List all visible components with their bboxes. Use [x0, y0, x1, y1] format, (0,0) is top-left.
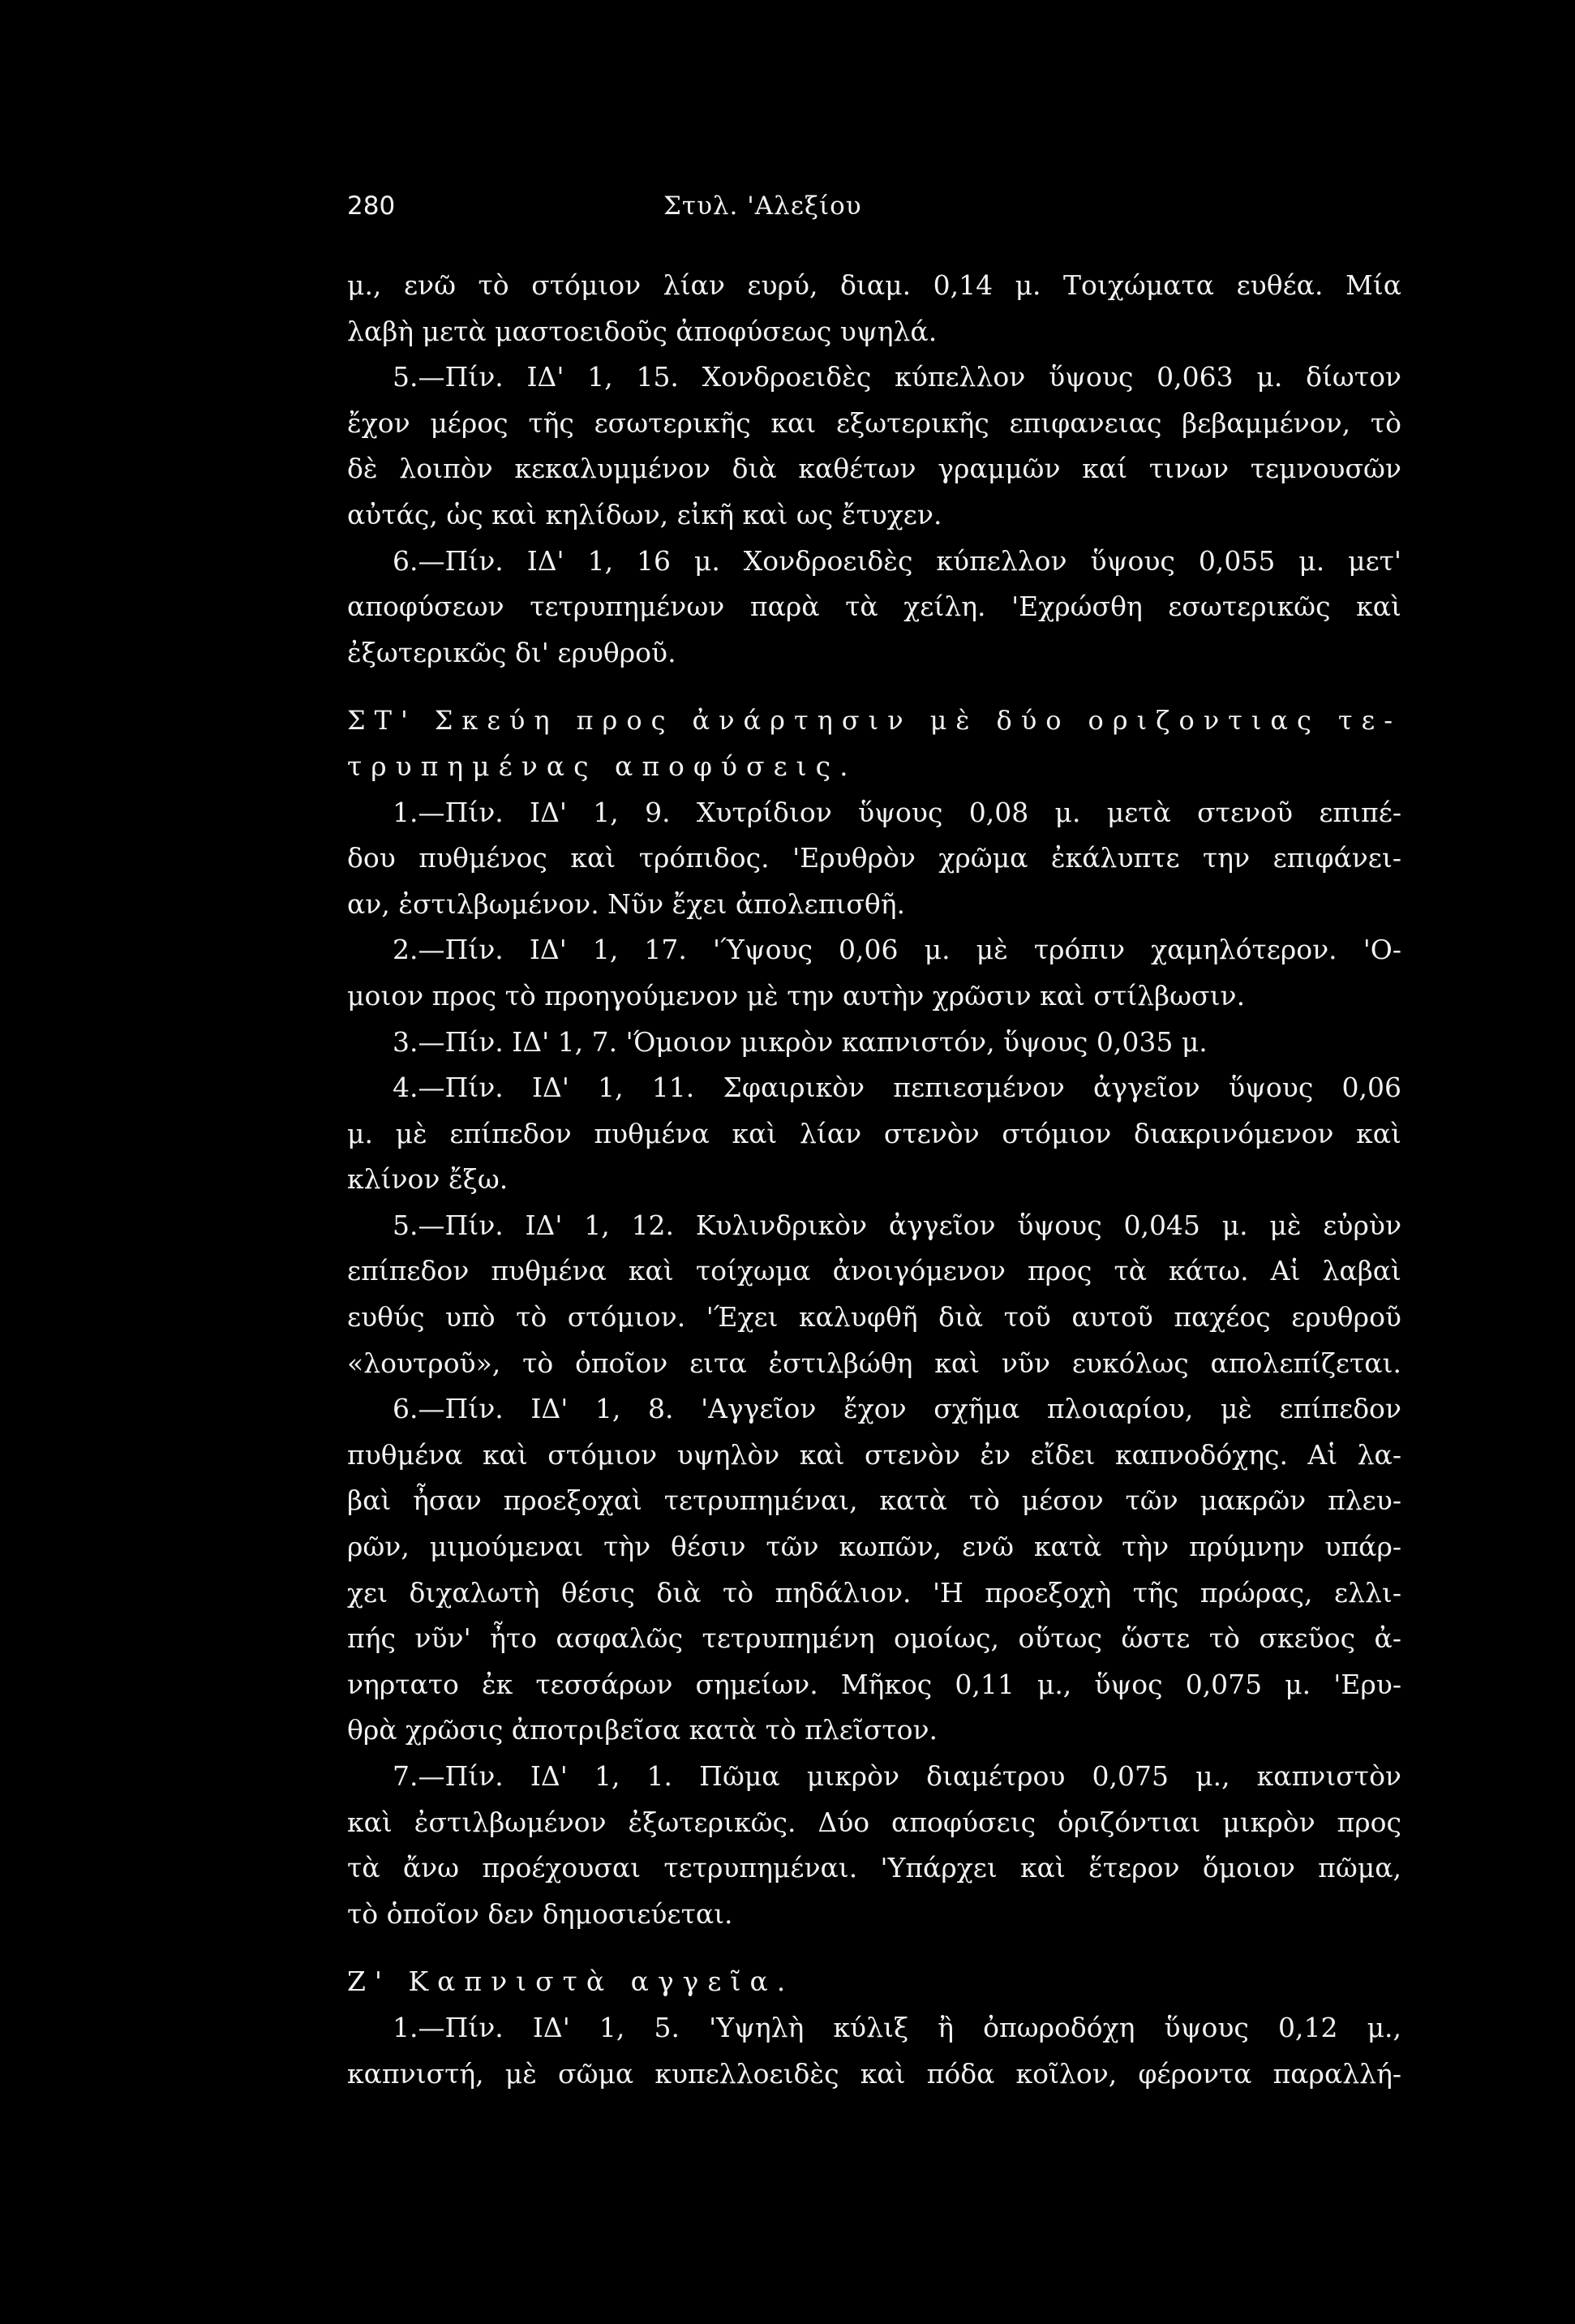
text-line: καπνιστή, μὲ σῶμα κυπελλοειδὲς καὶ πόδα κοῖλον, φέροντα παραλλή- — [347, 2057, 1401, 2090]
text-line: αὐτάς, ὡς καὶ κηλίδων, εἰκῆ καὶ ως ἔτυχεν. — [347, 498, 942, 531]
text-line: 5.—Πίν. ΙΔ' 1, 15. Χονδροειδὲς κύπελλον ὕψους 0,063 μ. δίωτον — [393, 361, 1401, 393]
text-line: δου πυθμένος καὶ τρόπιδος. 'Ερυθρὸν χρῶμα ἐκάλυπτε την επιφάνει- — [347, 842, 1401, 874]
text-line: δὲ λοιπὸν κεκαλυμμένον διὰ καθέτων γραμμῶν καί τινων τεμνουσῶν — [347, 453, 1401, 485]
text-line: αν, ἐστιλβωμένον. Νῦν ἔχει ἀπολεπισθῆ. — [347, 887, 906, 920]
text-line: 1.—Πίν. ΙΔ' 1, 5. 'Υψηλὴ κύλιξ ἢ ὀπωροδόχη ὕψους 0,12 μ., — [393, 2011, 1401, 2043]
text-line: τὰ ἄνω προέχουσαι τετρυπημέναι. 'Υπάρχει καὶ ἕτερον ὅμοιον πῶμα, — [347, 1852, 1401, 1884]
text-line: θρὰ χρῶσις ἀποτριβεῖσα κατὰ τὸ πλεῖστον. — [347, 1714, 938, 1746]
text-line: ἔχον μέρος τῆς εσωτερικῆς και εξωτερικῆς επιφανειας βεβαμμένον, τὸ — [347, 406, 1401, 439]
text-line: χει διχαλωτὴ θέσις διὰ τὸ πηδάλιον. 'Η προεξοχὴ τῆς πρώρας, ελλι- — [347, 1576, 1401, 1609]
text-line: μ., ενῶ τὸ στόμιον λίαν ευρύ, διαμ. 0,14 μ. Τοιχώματα ευθέα. Μία — [347, 269, 1401, 301]
text-line: λαβὴ μετὰ μαστοειδοῦς ἀποφύσεως υψηλά. — [347, 315, 938, 347]
text-line: ἐξωτερικῶς δι' ερυθροῦ. — [347, 636, 676, 668]
section-heading: τρυπημένας αποφύσεις. — [347, 750, 857, 782]
text-line: πής νῦν' ἦτο ασφαλῶς τετρυπημένη ομοίως, οὕτως ὥστε τὸ σκεῦος ἀ- — [347, 1622, 1401, 1655]
text-line: 2.—Πίν. ΙΔ' 1, 17. 'Ύψους 0,06 μ. μὲ τρόπιν χαμηλότερον. 'Ο- — [393, 934, 1401, 966]
page-number: 280 — [347, 191, 396, 221]
section-heading: Ζ' Καπνιστὰ αγγεῖα. — [347, 1965, 795, 1998]
text-line: τὸ ὁποῖον δεν δημοσιεύεται. — [347, 1897, 733, 1930]
page-body — [347, 263, 1401, 2097]
text-line: αποφύσεων τετρυπημένων παρὰ τὰ χείλη. 'Εχρώσθη εσωτερικῶς καὶ — [347, 591, 1401, 623]
text-line: 6.—Πίν. ΙΔ' 1, 8. 'Αγγεῖον ἔχον σχῆμα πλοιαρίου, μὲ επίπεδον — [393, 1393, 1401, 1425]
text-line: «λουτροῦ», τὸ ὁποῖον ειτα ἐστιλβώθη καὶ νῦν ευκόλως απολεπίζεται. — [347, 1347, 1401, 1379]
text-line: 6.—Πίν. ΙΔ' 1, 16 μ. Χονδροειδὲς κύπελλον ὕψους 0,055 μ. μετ' — [393, 544, 1401, 577]
text-line: καὶ ἐστιλβωμένον ἐξωτερικῶς. Δύο αποφύσεις ὁριζόντιαι μικρὸν προς — [347, 1806, 1401, 1838]
text-line: ρῶν, μιμούμεναι τὴν θέσιν τῶν κωπῶν, ενῶ κατὰ τὴν πρύμνην υπάρ- — [347, 1531, 1401, 1563]
text-line: μ. μὲ επίπεδον πυθμένα καὶ λίαν στενὸν στόμιον διακρινόμενον καὶ — [347, 1117, 1401, 1149]
text-line: μοιον προς τὸ προηγούμενον μὲ την αυτὴν χρῶσιν καὶ στίλβωσιν. — [347, 979, 1246, 1012]
text-line: 1.—Πίν. ΙΔ' 1, 9. Χυτρίδιον ὕψους 0,08 μ. μετὰ στενοῦ επιπέ- — [393, 796, 1401, 828]
section-heading: ΣΤ' Σκεύη προς ἀνάρτησιν μὲ δύο οριζοντιας τε- — [347, 705, 1401, 737]
running-title: Στυλ. 'Αλεξίου — [663, 191, 862, 221]
text-line: 3.—Πίν. ΙΔ' 1, 7. 'Όμοιον μικρὸν καπνιστόν, ὕψους 0,035 μ. — [393, 1025, 1208, 1058]
text-line: 5.—Πίν. ΙΔ' 1, 12. Κυλινδρικὸν ἀγγεῖον ὕψους 0,045 μ. μὲ εὐρὺν — [393, 1209, 1401, 1241]
text-line: επίπεδον πυθμένα καὶ τοίχωμα ἀνοιγόμενον προς τὰ κάτω. Αἱ λαβαὶ — [347, 1255, 1401, 1287]
text-line: κλίνον ἔξω. — [347, 1163, 509, 1196]
text-line: νηρτατο ἐκ τεσσάρων σημείων. Μῆκος 0,11 μ., ὕψος 0,075 μ. 'Ερυ- — [347, 1668, 1401, 1700]
text-line: 4.—Πίν. ΙΔ' 1, 11. Σφαιρικὸν πεπιεσμένον ἀγγεῖον ὕψους 0,06 — [393, 1072, 1401, 1104]
text-line: ευθύς υπὸ τὸ στόμιον. 'Έχει καλυφθῆ διὰ τοῦ αυτοῦ παχέος ερυθροῦ — [347, 1301, 1401, 1334]
page-header — [347, 191, 1385, 232]
text-line: βαὶ ἦσαν προεξοχαὶ τετρυπημέναι, κατὰ τὸ μέσον τῶν μακρῶν πλευ- — [347, 1484, 1401, 1517]
text-line: 7.—Πίν. ΙΔ' 1, 1. Πῶμα μικρὸν διαμέτρου 0,075 μ., καπνιστὸν — [393, 1760, 1401, 1792]
text-line: πυθμένα καὶ στόμιον υψηλὸν καὶ στενὸν ἐν εἴδει καπνοδόχης. Αἱ λα- — [347, 1438, 1401, 1471]
